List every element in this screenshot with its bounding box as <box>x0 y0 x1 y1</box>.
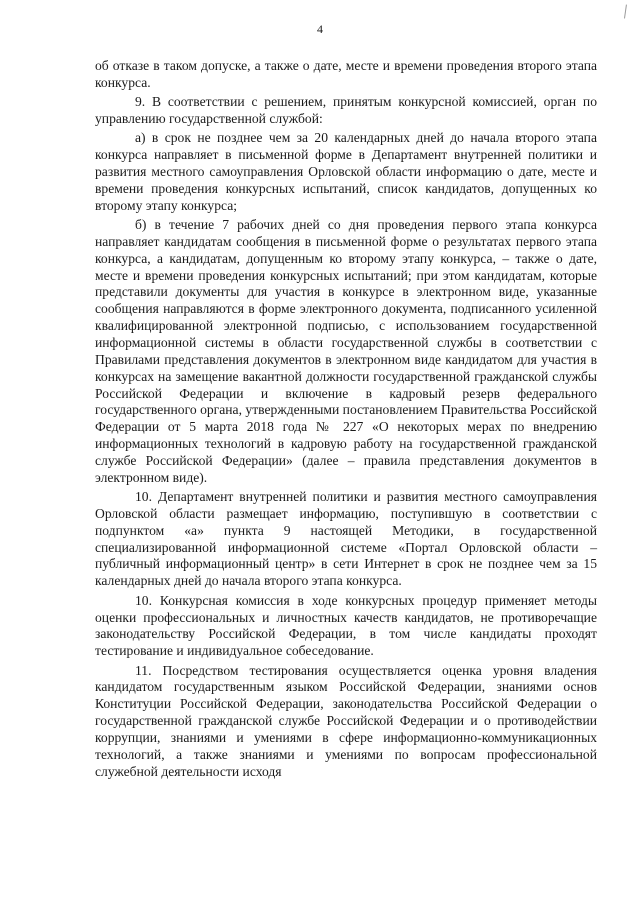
paragraph-continued: об отказе в таком допуске, а также о дате, месте и времени проведения второго этапа конкурса. <box>95 58 597 90</box>
paragraph-10-first: 10. Департамент внутренней политики и развития местного самоуправления Орловской области размещает информацию, поступившую в соответствии с подпунктом «а» пункта 9 настоящей Методики, в государственной специализированной информационной системе «Портал Орловской области – публичный информационный центр» в сети Интернет в срок не позднее чем за 15 календарных дней до начала второго этапа конкурса. <box>95 489 597 589</box>
page-number: 4 <box>317 22 323 36</box>
document-body <box>95 58 597 780</box>
paragraph-9b: б) в течение 7 рабочих дней со дня проведения первого этапа конкурса направляет кандидатам сообщения в письменной форме о результатах первого этапа конкурса, а кандидатам, допущенным ко второму этапу конкурса, – также о дате, месте и времени проведения конкурсных испытаний; при этом кандидатам, которые представили документы для участия в конкурсе в электронном виде, указанные сообщения направляются в форме электронного документа, подписанного усиленной квалифицированной электронной подписью, с использованием государственной информационной системы в области государственной службы в соответствии с Правилами представления документов в электронном виде кандидатом для участия в конкурсах на замещение вакантной должности государственной гражданской службы Российской Федерации и включение в кадровый резерв федерального государственного органа, утвержденными постановлением Правительства Российской Федерации от 5 марта 2018 года № 227 «О некоторых мерах по внедрению информационных технологий в кадровую работу на государственной гражданской службе Российской Федерации» (далее – правила представления документов в электронном виде). <box>95 217 597 485</box>
paragraph-11: 11. Посредством тестирования осуществляется оценка уровня владения кандидатом государственным языком Российской Федерации, знаниями основ Конституции Российской Федерации, законодательства Российской Федерации о государственной гражданской службе Российской Федерации и о противодействии коррупции, знаниями и умениями в сфере информационно-коммуникационных технологий, а также знаниями и умениями по вопросам профессиональной служебной деятельности исходя <box>95 662 597 779</box>
scan-mark <box>616 3 627 18</box>
paragraph-9: 9. В соответствии с решением, принятым конкурсной комиссией, орган по управлению государственной службой: <box>95 94 597 127</box>
paragraph-9a: а) в срок не позднее чем за 20 календарных дней до начала второго этапа конкурса направляет в письменной форме в Департамент внутренней политики и развития местного самоуправления Орловской области информацию о дате, месте и времени проведения конкурсных испытаний, список кандидатов, допущенных ко второму этапу конкурса; <box>95 130 597 213</box>
paragraph-10-second: 10. Конкурсная комиссия в ходе конкурсных процедур применяет методы оценки профессиональных и личностных качеств кандидатов, не противоречащие законодательству Российской Федерации, в том числе кандидаты проходят тестирование и индивидуальное собеседование. <box>95 592 597 659</box>
